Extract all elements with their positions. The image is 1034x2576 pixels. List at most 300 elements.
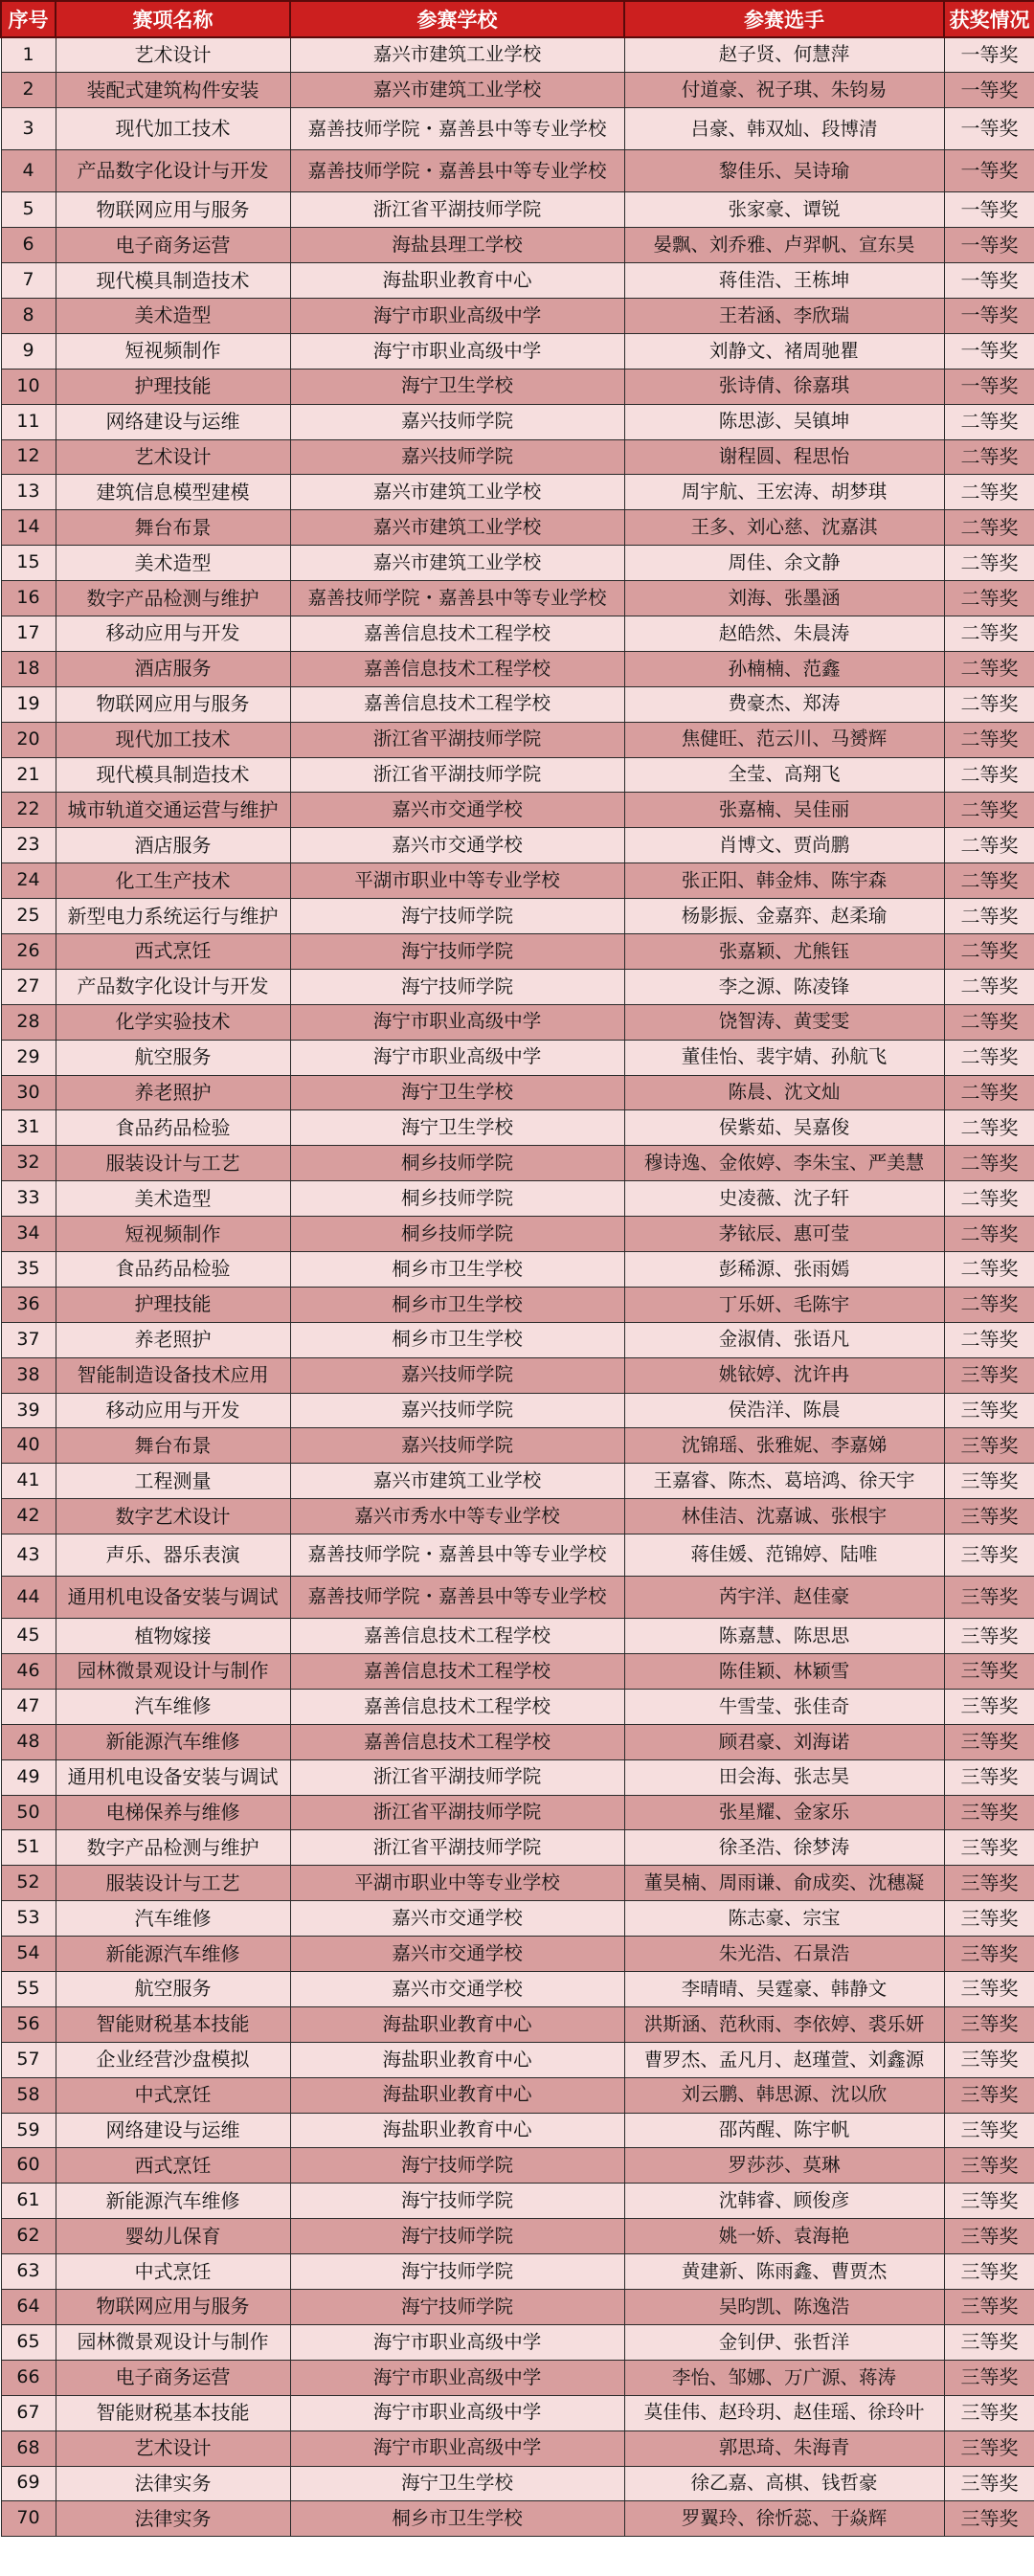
cell-contestants: 侯浩洋、陈晨 [624,1393,944,1428]
cell-school: 海盐职业教育中心 [290,2006,624,2042]
cell-award: 二等奖 [944,793,1034,828]
table-row [1,333,1034,369]
cell-event: 短视频制作 [56,333,290,369]
cell-event: 物联网应用与服务 [56,192,290,228]
cell-school: 嘉善技师学院・嘉善县中等专业学校 [290,108,624,150]
cell-number: 33 [1,1181,56,1217]
cell-award: 三等奖 [944,1577,1034,1619]
cell-contestants: 杨影振、金嘉弈、赵柔瑜 [624,899,944,934]
cell-school: 海盐职业教育中心 [290,2042,624,2077]
cell-number: 63 [1,2254,56,2290]
cell-number: 2 [1,73,56,108]
cell-event: 智能财税基本技能 [56,2395,290,2430]
cell-school: 海宁卫生学校 [290,1110,624,1146]
table-row [1,1146,1034,1181]
table-row [1,1654,1034,1690]
cell-event: 艺术设计 [56,37,290,73]
cell-school: 浙江省平湖技师学院 [290,1795,624,1830]
cell-school: 海盐职业教育中心 [290,2113,624,2148]
cell-contestants: 陈思澎、吴镇坤 [624,404,944,439]
cell-event: 舞台布景 [56,1428,290,1464]
table-row [1,510,1034,546]
cell-contestants: 黎佳乐、吴诗瑜 [624,150,944,192]
cell-contestants: 陈晨、沈文灿 [624,1075,944,1110]
cell-contestants: 焦健旺、范云川、马赟辉 [624,722,944,757]
cell-award: 三等奖 [944,1654,1034,1690]
table-row [1,1619,1034,1654]
cell-contestants: 黄建新、陈雨鑫、曹贾杰 [624,2254,944,2290]
table-row [1,2254,1034,2290]
cell-number: 39 [1,1393,56,1428]
cell-contestants: 蒋佳媛、范锦婷、陆唯 [624,1534,944,1577]
cell-event: 产品数字化设计与开发 [56,969,290,1004]
cell-contestants: 晏飘、刘乔雅、卢羿帆、宣东昊 [624,228,944,263]
header-number: 序号 [1,1,56,37]
cell-event: 艺术设计 [56,2430,290,2466]
table-row [1,2006,1034,2042]
cell-contestants: 茅铱辰、惠可莹 [624,1217,944,1252]
cell-number: 18 [1,651,56,686]
table-row [1,1689,1034,1724]
cell-award: 三等奖 [944,1901,1034,1937]
cell-contestants: 李晴晴、吴霆豪、韩静文 [624,1972,944,2007]
cell-school: 嘉善信息技术工程学校 [290,616,624,651]
cell-school: 海宁市职业高级中学 [290,333,624,369]
cell-number: 16 [1,581,56,616]
cell-event: 短视频制作 [56,1217,290,1252]
cell-school: 海宁技师学院 [290,2148,624,2184]
cell-event: 新能源汽车维修 [56,1724,290,1759]
cell-number: 50 [1,1795,56,1830]
table-row [1,722,1034,757]
cell-school: 桐乡市卫生学校 [290,1287,624,1322]
cell-number: 12 [1,439,56,475]
cell-award: 一等奖 [944,108,1034,150]
cell-contestants: 顾君豪、刘海诺 [624,1724,944,1759]
cell-school: 嘉善技师学院・嘉善县中等专业学校 [290,1577,624,1619]
cell-event: 中式烹饪 [56,2077,290,2113]
cell-school: 嘉善信息技术工程学校 [290,651,624,686]
cell-contestants: 徐圣浩、徐梦涛 [624,1830,944,1866]
cell-event: 服装设计与工艺 [56,1146,290,1181]
cell-event: 企业经营沙盘模拟 [56,2042,290,2077]
cell-award: 二等奖 [944,899,1034,934]
cell-school: 嘉兴市交通学校 [290,1937,624,1972]
cell-event: 电子商务运营 [56,228,290,263]
table-row [1,1181,1034,1217]
cell-contestants: 吴昀凯、陈逸浩 [624,2290,944,2325]
cell-event: 服装设计与工艺 [56,1866,290,1901]
cell-school: 嘉善信息技术工程学校 [290,1619,624,1654]
cell-award: 二等奖 [944,722,1034,757]
cell-school: 桐乡市卫生学校 [290,2501,624,2537]
cell-award: 三等奖 [944,1795,1034,1830]
cell-award: 二等奖 [944,686,1034,722]
cell-award: 三等奖 [944,1393,1034,1428]
cell-award: 一等奖 [944,333,1034,369]
cell-contestants: 沈锦瑶、张雅妮、李嘉娣 [624,1428,944,1464]
cell-number: 68 [1,2430,56,2466]
cell-event: 现代加工技术 [56,722,290,757]
cell-event: 电子商务运营 [56,2360,290,2395]
table-row [1,546,1034,581]
cell-event: 网络建设与运维 [56,2113,290,2148]
cell-contestants: 肖博文、贾尚鹏 [624,828,944,863]
cell-event: 美术造型 [56,298,290,333]
cell-award: 二等奖 [944,546,1034,581]
table-row [1,2430,1034,2466]
cell-contestants: 刘海、张墨涵 [624,581,944,616]
cell-school: 浙江省平湖技师学院 [290,1830,624,1866]
cell-school: 桐乡市卫生学校 [290,1322,624,1357]
cell-school: 海宁技师学院 [290,2290,624,2325]
cell-event: 产品数字化设计与开发 [56,150,290,192]
cell-number: 7 [1,263,56,299]
cell-event: 养老照护 [56,1322,290,1357]
cell-number: 46 [1,1654,56,1690]
table-row [1,1040,1034,1075]
cell-award: 三等奖 [944,1534,1034,1577]
cell-event: 智能财税基本技能 [56,2006,290,2042]
table-row [1,1464,1034,1499]
cell-event: 法律实务 [56,2501,290,2537]
table-row [1,1830,1034,1866]
cell-award: 二等奖 [944,933,1034,969]
cell-contestants: 姚铱婷、沈许冉 [624,1357,944,1393]
cell-event: 物联网应用与服务 [56,686,290,722]
cell-number: 14 [1,510,56,546]
table-row [1,2077,1034,2113]
cell-number: 5 [1,192,56,228]
cell-event: 护理技能 [56,369,290,404]
cell-contestants: 董昊楠、周雨谦、俞成奕、沈穗凝 [624,1866,944,1901]
cell-contestants: 张嘉颖、尤熊钰 [624,933,944,969]
cell-number: 56 [1,2006,56,2042]
cell-event: 新能源汽车维修 [56,2184,290,2219]
cell-event: 养老照护 [56,1075,290,1110]
cell-award: 一等奖 [944,73,1034,108]
cell-award: 二等奖 [944,581,1034,616]
table-row [1,1357,1034,1393]
cell-contestants: 芮宇洋、赵佳豪 [624,1577,944,1619]
cell-award: 三等奖 [944,2184,1034,2219]
cell-school: 嘉善信息技术工程学校 [290,1689,624,1724]
cell-number: 49 [1,1759,56,1795]
cell-event: 食品药品检验 [56,1252,290,1288]
cell-award: 三等奖 [944,1357,1034,1393]
cell-number: 41 [1,1464,56,1499]
table-row [1,404,1034,439]
cell-number: 57 [1,2042,56,2077]
cell-contestants: 全莹、高翔飞 [624,757,944,793]
cell-number: 62 [1,2219,56,2254]
cell-number: 36 [1,1287,56,1322]
cell-contestants: 周佳、余文静 [624,546,944,581]
cell-number: 35 [1,1252,56,1288]
cell-school: 海宁市职业高级中学 [290,1040,624,1075]
cell-award: 二等奖 [944,616,1034,651]
cell-school: 嘉兴技师学院 [290,439,624,475]
cell-event: 艺术设计 [56,439,290,475]
cell-award: 二等奖 [944,439,1034,475]
cell-number: 26 [1,933,56,969]
cell-contestants: 穆诗逸、金侬婷、李朱宝、严美慧 [624,1146,944,1181]
cell-event: 智能制造设备技术应用 [56,1357,290,1393]
cell-contestants: 蒋佳浩、王栋坤 [624,263,944,299]
cell-school: 海宁卫生学校 [290,2466,624,2501]
cell-event: 通用机电设备安装与调试 [56,1577,290,1619]
cell-event: 声乐、器乐表演 [56,1534,290,1577]
cell-number: 55 [1,1972,56,2007]
cell-event: 舞台布景 [56,510,290,546]
cell-school: 海宁市职业高级中学 [290,2430,624,2466]
cell-award: 二等奖 [944,475,1034,510]
cell-contestants: 王多、刘心慈、沈嘉淇 [624,510,944,546]
cell-contestants: 姚一娇、袁海艳 [624,2219,944,2254]
cell-contestants: 郭思琦、朱海青 [624,2430,944,2466]
cell-award: 二等奖 [944,757,1034,793]
cell-award: 三等奖 [944,2324,1034,2360]
cell-school: 桐乡市卫生学校 [290,1252,624,1288]
cell-school: 桐乡技师学院 [290,1217,624,1252]
cell-award: 三等奖 [944,1830,1034,1866]
table-row [1,150,1034,192]
cell-award: 三等奖 [944,1866,1034,1901]
cell-school: 嘉兴市交通学校 [290,828,624,863]
table-row [1,37,1034,73]
cell-event: 网络建设与运维 [56,404,290,439]
cell-school: 嘉兴市交通学校 [290,793,624,828]
cell-school: 海宁市职业高级中学 [290,2360,624,2395]
table-row [1,2113,1034,2148]
cell-number: 3 [1,108,56,150]
cell-number: 15 [1,546,56,581]
cell-number: 34 [1,1217,56,1252]
cell-contestants: 邵芮醒、陈宇帆 [624,2113,944,2148]
cell-event: 通用机电设备安装与调试 [56,1759,290,1795]
cell-number: 48 [1,1724,56,1759]
cell-contestants: 谢程圆、程思怡 [624,439,944,475]
cell-award: 三等奖 [944,1759,1034,1795]
cell-number: 27 [1,969,56,1004]
cell-school: 嘉善信息技术工程学校 [290,1724,624,1759]
cell-contestants: 莫佳伟、赵玲玥、赵佳瑶、徐玲叶 [624,2395,944,2430]
cell-event: 化学实验技术 [56,1004,290,1040]
cell-contestants: 赵皓然、朱晨涛 [624,616,944,651]
cell-contestants: 张家豪、谭锐 [624,192,944,228]
cell-event: 中式烹饪 [56,2254,290,2290]
cell-number: 64 [1,2290,56,2325]
table-row [1,1577,1034,1619]
cell-event: 酒店服务 [56,651,290,686]
cell-number: 67 [1,2395,56,2430]
cell-event: 装配式建筑构件安装 [56,73,290,108]
cell-school: 嘉兴市建筑工业学校 [290,546,624,581]
cell-contestants: 张星耀、金家乐 [624,1795,944,1830]
table-row [1,2360,1034,2395]
cell-number: 6 [1,228,56,263]
cell-number: 29 [1,1040,56,1075]
cell-award: 三等奖 [944,1464,1034,1499]
cell-event: 航空服务 [56,1972,290,2007]
cell-contestants: 王若涵、李欣瑞 [624,298,944,333]
cell-number: 24 [1,863,56,899]
table-row [1,1534,1034,1577]
cell-number: 45 [1,1619,56,1654]
cell-number: 22 [1,793,56,828]
cell-contestants: 费豪杰、郑涛 [624,686,944,722]
cell-event: 植物嫁接 [56,1619,290,1654]
cell-contestants: 付道豪、祝子琪、朱钧易 [624,73,944,108]
cell-award: 三等奖 [944,2466,1034,2501]
cell-school: 海宁市职业高级中学 [290,2395,624,2430]
table-row [1,2395,1034,2430]
cell-event: 数字产品检测与维护 [56,1830,290,1866]
cell-number: 52 [1,1866,56,1901]
table-row [1,192,1034,228]
cell-school: 海宁技师学院 [290,933,624,969]
cell-award: 一等奖 [944,37,1034,73]
table-row [1,757,1034,793]
table-row [1,369,1034,404]
table-row [1,1287,1034,1322]
cell-contestants: 林佳洁、沈嘉诚、张根宇 [624,1499,944,1534]
cell-event: 新型电力系统运行与维护 [56,899,290,934]
cell-contestants: 田会海、张志昊 [624,1759,944,1795]
table-row [1,1499,1034,1534]
cell-school: 海宁技师学院 [290,2219,624,2254]
cell-contestants: 周宇航、王宏涛、胡梦琪 [624,475,944,510]
cell-number: 58 [1,2077,56,2113]
cell-school: 海盐县理工学校 [290,228,624,263]
cell-school: 嘉兴技师学院 [290,1428,624,1464]
cell-event: 汽车维修 [56,1689,290,1724]
cell-award: 二等奖 [944,1004,1034,1040]
cell-school: 嘉善技师学院・嘉善县中等专业学校 [290,581,624,616]
table-row [1,298,1034,333]
cell-school: 桐乡技师学院 [290,1146,624,1181]
cell-number: 70 [1,2501,56,2537]
cell-school: 海盐职业教育中心 [290,2077,624,2113]
cell-award: 二等奖 [944,1110,1034,1146]
cell-event: 航空服务 [56,1040,290,1075]
cell-number: 60 [1,2148,56,2184]
cell-number: 10 [1,369,56,404]
cell-award: 二等奖 [944,863,1034,899]
table-row [1,969,1034,1004]
cell-event: 护理技能 [56,1287,290,1322]
cell-event: 法律实务 [56,2466,290,2501]
cell-award: 一等奖 [944,298,1034,333]
table-row [1,73,1034,108]
header-award: 获奖情况 [944,1,1034,37]
cell-number: 17 [1,616,56,651]
cell-school: 海宁技师学院 [290,969,624,1004]
cell-number: 43 [1,1534,56,1577]
cell-award: 二等奖 [944,1040,1034,1075]
cell-event: 婴幼儿保育 [56,2219,290,2254]
cell-award: 二等奖 [944,1252,1034,1288]
table-row [1,2042,1034,2077]
table-row [1,793,1034,828]
cell-number: 40 [1,1428,56,1464]
cell-award: 二等奖 [944,969,1034,1004]
cell-school: 浙江省平湖技师学院 [290,757,624,793]
cell-number: 9 [1,333,56,369]
cell-contestants: 金钊伊、张哲洋 [624,2324,944,2360]
cell-award: 三等奖 [944,2395,1034,2430]
cell-award: 三等奖 [944,2501,1034,2537]
table-row [1,1866,1034,1901]
cell-award: 三等奖 [944,2042,1034,2077]
cell-award: 二等奖 [944,1146,1034,1181]
cell-award: 二等奖 [944,510,1034,546]
table-row [1,228,1034,263]
table-row [1,2501,1034,2537]
cell-contestants: 吕豪、韩双灿、段博清 [624,108,944,150]
cell-award: 二等奖 [944,651,1034,686]
table-row [1,828,1034,863]
table-row [1,439,1034,475]
cell-school: 嘉兴市建筑工业学校 [290,73,624,108]
cell-event: 园林微景观设计与制作 [56,1654,290,1690]
cell-event: 化工生产技术 [56,863,290,899]
cell-number: 23 [1,828,56,863]
cell-school: 浙江省平湖技师学院 [290,722,624,757]
cell-award: 三等奖 [944,1689,1034,1724]
cell-award: 一等奖 [944,263,1034,299]
cell-school: 桐乡技师学院 [290,1181,624,1217]
cell-award: 三等奖 [944,1428,1034,1464]
cell-contestants: 张正阳、韩金炜、陈宇森 [624,863,944,899]
cell-event: 西式烹饪 [56,933,290,969]
table-row [1,651,1034,686]
cell-number: 54 [1,1937,56,1972]
cell-number: 19 [1,686,56,722]
cell-award: 三等奖 [944,1724,1034,1759]
cell-school: 嘉善技师学院・嘉善县中等专业学校 [290,150,624,192]
cell-award: 三等奖 [944,1499,1034,1534]
cell-number: 20 [1,722,56,757]
cell-school: 海宁技师学院 [290,2254,624,2290]
cell-school: 海宁卫生学校 [290,1075,624,1110]
table-row [1,2290,1034,2325]
cell-school: 海宁技师学院 [290,2184,624,2219]
cell-number: 4 [1,150,56,192]
cell-event: 现代模具制造技术 [56,263,290,299]
cell-school: 海宁市职业高级中学 [290,1004,624,1040]
cell-award: 一等奖 [944,192,1034,228]
cell-number: 21 [1,757,56,793]
cell-number: 32 [1,1146,56,1181]
table-row [1,1322,1034,1357]
cell-award: 二等奖 [944,404,1034,439]
cell-number: 8 [1,298,56,333]
table-row [1,1972,1034,2007]
cell-school: 嘉兴技师学院 [290,404,624,439]
cell-contestants: 董佳怡、裴宇婧、孙航飞 [624,1040,944,1075]
cell-award: 三等奖 [944,2077,1034,2113]
cell-event: 现代加工技术 [56,108,290,150]
cell-award: 三等奖 [944,1972,1034,2007]
cell-event: 食品药品检验 [56,1110,290,1146]
cell-number: 66 [1,2360,56,2395]
table-row [1,616,1034,651]
cell-contestants: 史凌薇、沈子轩 [624,1181,944,1217]
cell-award: 三等奖 [944,1619,1034,1654]
cell-contestants: 陈志豪、宗宝 [624,1901,944,1937]
cell-event: 物联网应用与服务 [56,2290,290,2325]
